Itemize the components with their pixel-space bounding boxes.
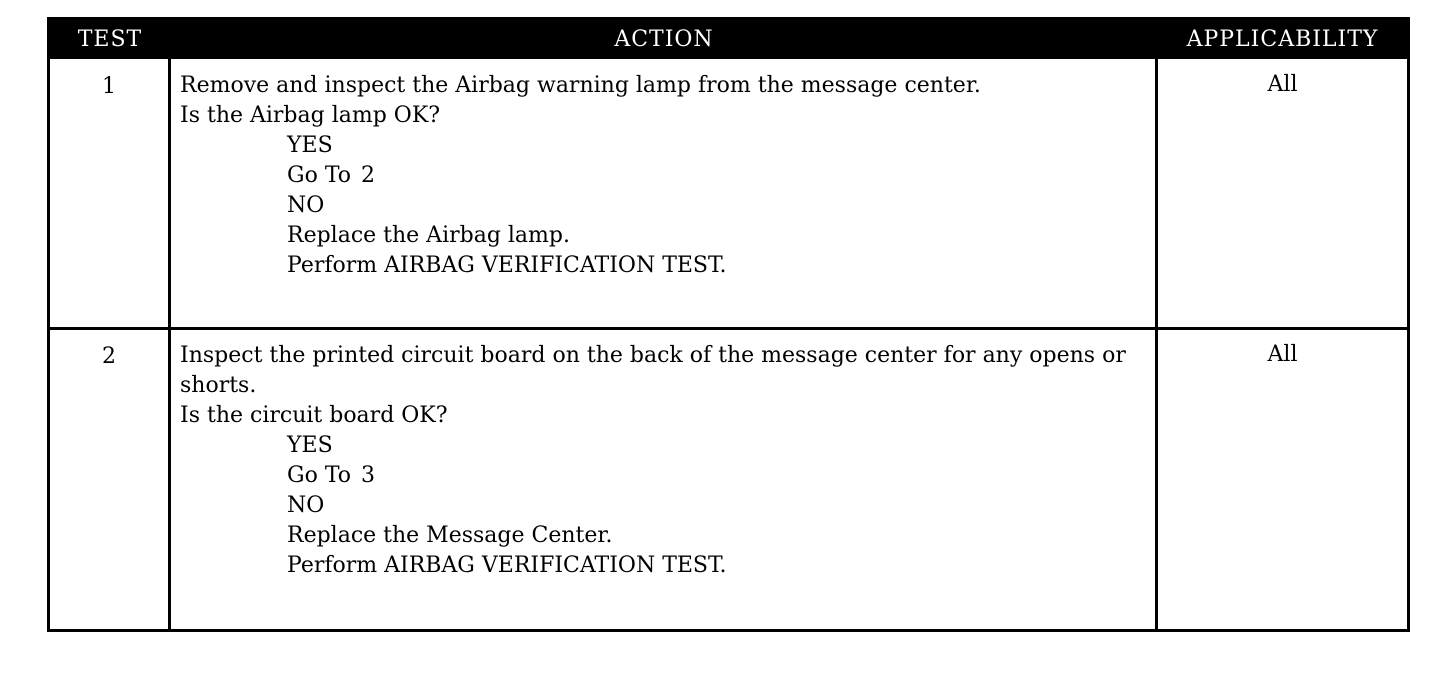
goto-label: Go To — [287, 463, 352, 488]
goto-label: Go To — [287, 163, 352, 188]
no-branch — [287, 191, 1150, 281]
applicability-cell: All — [1267, 342, 1298, 367]
question-line: Inspect the printed circuit board on the back of the message center for any opens or — [180, 343, 1126, 368]
question-line: Is the Airbag lamp OK? — [180, 103, 441, 128]
yes-branch — [287, 131, 1150, 191]
no-instruction: Replace the Airbag lamp. — [287, 223, 570, 248]
action-cell — [180, 341, 1150, 581]
yes-goto — [287, 161, 1150, 191]
no-label: NO — [287, 493, 325, 518]
header-applicability: APPLICABILITY — [1186, 27, 1379, 52]
row-divider — [50, 327, 1407, 330]
test-number-cell: 2 — [102, 344, 116, 369]
no-instruction: Perform AIRBAG VERIFICATION TEST. — [287, 253, 727, 278]
yes-goto — [287, 461, 1150, 491]
header-action: ACTION — [614, 27, 714, 52]
action-cell — [180, 71, 1150, 281]
diagnostic-test-table — [47, 17, 1410, 632]
question-line: Remove and inspect the Airbag warning lamp from the message center. — [180, 73, 981, 98]
yes-label: YES — [287, 433, 333, 458]
no-label: NO — [287, 193, 325, 218]
column-divider-test-action — [168, 59, 171, 629]
no-instruction: Perform AIRBAG VERIFICATION TEST. — [287, 553, 727, 578]
yes-branch — [287, 431, 1150, 491]
yes-label: YES — [287, 133, 333, 158]
no-branch — [287, 491, 1150, 581]
header-test: TEST — [77, 27, 143, 52]
test-number-cell: 1 — [102, 74, 116, 99]
question-line: shorts. — [180, 373, 257, 398]
applicability-cell: All — [1267, 72, 1298, 97]
no-instruction: Replace the Message Center. — [287, 523, 613, 548]
goto-test-number: 3 — [361, 463, 376, 488]
question-line: Is the circuit board OK? — [180, 403, 448, 428]
goto-test-number: 2 — [361, 163, 376, 188]
table-header-row — [50, 20, 1407, 59]
